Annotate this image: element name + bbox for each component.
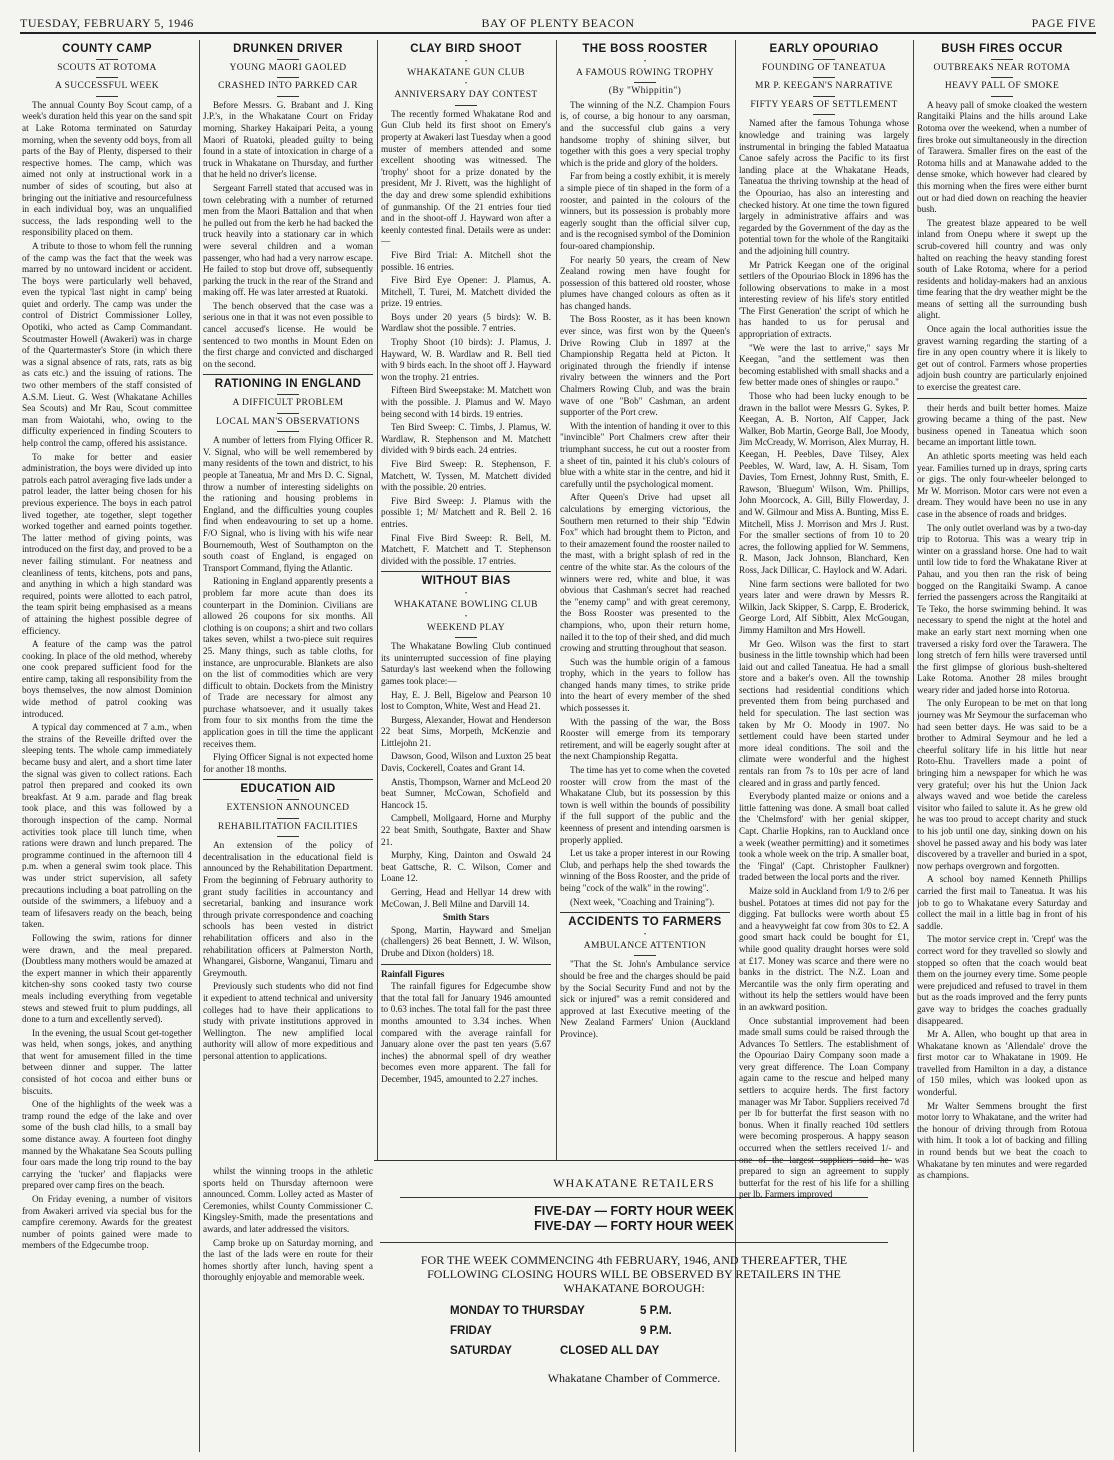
subheading: ANNIVERSARY DAY CONTEST bbox=[394, 90, 538, 101]
paragraph: Trophy Shoot (10 birds): J. Plamus, J. Hayward, W. B. Wardlaw and R. Bell tied with 9 birds each. In the shoot off J. Hayward won the trophy. 21 entries. bbox=[381, 337, 551, 382]
ad-footer: Whakatane Chamber of Commerce. bbox=[547, 1371, 721, 1385]
paragraph: An athletic sports meeting was held each year. Families turned up in drays, spring carts or gigs. The only four-wheeler belonged to Mr W. Morrison. Motor cars were not even a dream. They would have been no use in any case in the absence of roads and bridges. bbox=[917, 451, 1087, 519]
headline: WITHOUT BIAS bbox=[421, 575, 511, 588]
paragraph: Dawson, Good, Wilson and Luxton 25 beat Davis, Cockerell, Coates and Grant 14. bbox=[381, 751, 551, 774]
paragraph: Burgess, Alexander, Howat and Henderson 22 beat Sims, Morpeth, McKenzie and Littlejohn 21. bbox=[381, 714, 551, 748]
schedule-row bbox=[450, 1301, 888, 1321]
retailers-advertisement bbox=[380, 1168, 888, 1438]
issue-date: TUESDAY, FEBRUARY 5, 1946 bbox=[20, 16, 194, 30]
paragraph: Previously such students who did not find it expedient to attend technical and university colleges had to have their applications to study with private institutions approved in Wellington. The new amplified local authority will allow of more expeditious and personal attention to applications. bbox=[203, 981, 373, 1061]
paragraph: Rationing in England apparently presents a problem far more acute than does its counterpart in the Dominion. Civilians are allowed 26 coupons for six months. All clothing is on coupons; a shirt and two collars takes seven, whilst a two-piece suit requires 25. Many things, such as table cloths, for instance, are unprocurable. Blankets are also on the list of commodities which are very difficult to obtain. Dockets from the Ministry of Trade are necessary for almost any purchase whatsoever, and it usually takes from four to six months from the time the application goes in till the time the applicant receives them. bbox=[203, 576, 373, 749]
paragraph: One of the highlights of the week was a tramp round the edge of the lake and over some of the bush clad hills, to a small bay some distance away. A fourteen foot dinghy manned by the Whakatane Sea Scouts pulling four oars made the long trip round to the bay carrying the 'tucker' and flapjacks were prepared over camp fires on the beach. bbox=[22, 1099, 192, 1191]
paragraph: The greatest blaze appeared to be well inland from Onepu where it swept up the scrub-covered hill country and was only halted on reaching the heavy standing forest south of Lake Rotoma, where for a period residents and holiday-makers had an anxious time fearing that the dry weather might be the means of setting all the surrounding bush alight. bbox=[917, 217, 1087, 321]
paragraph: A number of letters from Flying Officer R. V. Signal, who will be well remembered by many residents of the town and district, to his people at Taneatua, Mr and Mrs D. C. Signal, throw a number of interesting sidelights on the rationing and housing problems in England, and the difficulties young couples find when endeavouring to set up a home. F/O Signal, who is living with his wife near Bournemouth, West of Southampton on the south coast of England, is engaged on Transport Command, flying the Atlantic. bbox=[203, 435, 373, 573]
article-county-camp bbox=[22, 42, 192, 1454]
paragraph: The rainfall figures for Edgecumbe show that the total fall for January 1946 amounted to 0.63 inches. The total fall for the past three months amounted to 3.34 inches. When compared with the average rainfall for January alone over the past ten years (5.67 inches) the abnormal spell of dry weather becomes even more apparent. The fall for December, 1945, amounted to 2.27 inches. bbox=[381, 981, 551, 1084]
paragraph: With the passing of the war, the Boss Rooster will emerge from its temporary retirement, and will be eagerly sought after at the next Championship Regatta. bbox=[560, 716, 730, 762]
section-rule bbox=[203, 779, 373, 780]
section-rule bbox=[381, 964, 551, 965]
ad-rule bbox=[400, 1197, 868, 1198]
paragraph: Spong, Martin, Hayward and Smeljan (challengers) 26 beat Bennett, J. W. Wilson, Drube and Dixon (holders) 18. bbox=[381, 924, 551, 958]
divider bbox=[455, 105, 477, 106]
article-bush-fires bbox=[917, 42, 1087, 1454]
paragraph: Murphy, King, Dainton and Oswald 24 beat Gattsche, R. C. Wilson, Comer and Loane 12. bbox=[381, 850, 551, 884]
paragraph: Flying Officer Signal is not expected home for another 18 months. bbox=[203, 752, 373, 774]
paragraph: Five Bird Sweep: R. Stephenson, F. Matchett, W. Tyssen, M. Matchett divided with the possible. 20 entries. bbox=[381, 459, 551, 493]
paragraph: Everybody planted maize or onions and a little fattening was done. A small boat called the 'Chelmsford' with her genial skipper, Capt. Charlie Hopkins, ran to Auckland once a week (weather permitting) and it sometimes took a whole week on the trip. A smaller boat, the 'Fingal' (Capt. Christopher Faulkner) traded between the local ports and the river. bbox=[739, 791, 909, 883]
paragraph: A tribute to those to whom fell the running of the camp was the fact that the week was marred by no untoward incident or accident. The boys were particularly well behaved, even the typical 'last night in camp' being quiet and orderly. The camp was under the control of District Commissioner Lolley, Opotiki, who acted as Camp Commandant. Scoutmaster Howell (Awakeri) was in charge of the Quartermaster's Store (in which there was a signal absence of rats, rats, rats as big as cats etc.) and the issuing of rations. The two other members of the staff consisted of A.S.M. Lieut. G. West (Whakatane Achilles Sea Scouts) and Mr Rau, Scout committee man from Waiotahi, who, owing to the difficulty experienced in finding Scouters to help control the camp, offered his assistance. bbox=[22, 240, 192, 448]
subheading: WHAKATANE GUN CLUB bbox=[407, 67, 525, 78]
column-rule bbox=[199, 40, 200, 1452]
paragraph: The only outlet overland was by a two-day trip to Rotorua. This was a weary trip in winter on a grassland horse. One had to wait until low tide to ford the Whakatane River at Pahau, and you then ran the risk of being bogged on the Rangitaiki Swamp. A canoe ferried the passengers across the Rangitaiki at Te Teko, the horse swimming behind. It was necessary to spend the night at the hotel and make an early start next morning when one traversed a risky ford over the Tarawera. The long stretch of fern hills were traversed until the first glimpse of glorious bush-sheltered Lake Rotoma. Another 28 miles brought weary rider and jaded horse into Rotorua. bbox=[917, 522, 1087, 695]
subheading: AMBULANCE ATTENTION bbox=[583, 940, 707, 951]
subheading: FOUNDING OF TANEATUA bbox=[761, 62, 887, 73]
section-heading: Smith Stars bbox=[442, 912, 490, 923]
divider: • bbox=[464, 58, 468, 65]
page-number: PAGE FIVE bbox=[1031, 16, 1096, 30]
schedule-row bbox=[450, 1321, 888, 1341]
ad-body: FOR THE WEEK COMMENCING 4th FEBRUARY, 1946, AND THEREAFTER, THE FOLLOWING CLOSING HOURS WILL BE OBSERVED BY RETAILERS IN THE WHAKATANE BOROUGH: bbox=[420, 1253, 848, 1295]
column-rule bbox=[377, 40, 378, 1160]
paragraph: their herds and built better homes. Maize growing became a thing of the past. New business opened in Taneatua which soon became an important little town. bbox=[917, 402, 1087, 448]
paragraph: Camp broke up on Saturday morning, and the last of the lads were en route for their homes shortly after lunch, having spent a thoroughly enjoyable and memorable week. bbox=[203, 1237, 373, 1283]
headline: THE BOSS ROOSTER bbox=[582, 43, 708, 55]
paragraph: Mr Geo. Wilson was the first to start business in the little township which had been laid out and called Taneatua. He had a small store and a baker's oven. All the township sections had residential conditions which prevented them from being purchased and held for speculation. The last section was taken by Mr O. Moody in 1907. No settlement could have been started under more ideal conditions. The soil and the climate were wonderful and the highest rentals ran from 7s to 10s per acre of land cleared and in grass and partly fenced. bbox=[739, 638, 909, 788]
divider bbox=[277, 836, 299, 837]
paragraph: "We were the last to arrive," says Mr Keegan, "and the settlement was then becoming established with small shacks and a few better made ones of shingles or raupo." bbox=[739, 342, 909, 388]
paragraph: Sergeant Farrell stated that accused was in town celebrating with a number of returned men from the Maori Battalion and that when he pulled out from the kerb he had backed the truck heavily into a stationary car in which were several children and a woman passenger, who had had a very narrow escape. He failed to stop but drove off, subsequently parking the truck in the rear of the Strand and making off. He was later arrested at Ruatoki. bbox=[203, 182, 373, 298]
divider bbox=[96, 59, 118, 60]
paragraph: The Boss Rooster, as it has been known ever since, was first won by the Queen's Drive Rowing Club in 1897 at the Championship Regatta held at Picton. It originated through the friendly if intense rivalry between the winners and the Port Chalmers Rowing Club, and was the brain wave of one "Bob" Cashman, an ardent supporter of the Port crew. bbox=[560, 314, 730, 418]
article-drunken-driver bbox=[203, 42, 373, 1162]
divider: • bbox=[464, 590, 468, 597]
masthead bbox=[20, 14, 1096, 34]
subheading: WHAKATANE BOWLING CLUB bbox=[394, 599, 538, 610]
paragraph: The time has yet to come when the coveted rooster will crow from the mast of the Whakatane Club, but its possession by this town is well within the bounds of possibility if the full support of the public and the keenness of present and intending oarsmen is properly applied. bbox=[560, 765, 730, 845]
paragraph: Mr Patrick Keegan one of the original settlers of the Opouriao Block in 1896 has the following observations to make in a most interesting review of his life's story entitled 'The First Generation' the script of which he has handed to us for perusal and appropriation of extracts. bbox=[739, 259, 909, 340]
column-rule bbox=[913, 40, 914, 1452]
divider bbox=[634, 955, 656, 956]
paragraph: An extension of the policy of decentralisation in the educational field is announced by the Rehabilitation Department. From the beginning of February authority to grant study facilities in accountancy and secretarial, banking and insurance work through private correspondence and coaching schools has been vested in district rehabilitation officers and also in the rehabilitation officers at Palmerston North, Whangarei, Gisborne, Wanganui, Timaru and Greymouth. bbox=[203, 840, 373, 978]
paragraph: "That the St. John's Ambulance service should be free and the charges should be paid by the Social Security Fund and not by the sick or injured" was a remit considered and approved at last Executive meeting of the New Zealand Farmers' Union (Auckland Province). bbox=[560, 959, 730, 1039]
divider bbox=[277, 431, 299, 432]
paragraph: (Next week, "Coaching and Training"). bbox=[570, 896, 715, 907]
divider bbox=[96, 96, 118, 97]
paragraph: The annual County Boy Scout camp, of a week's duration held this year on the sand spit at Lake Rotoma terminated on Saturday morning, when the seventy odd boys, from all parts of the Bay of Plenty, dispersed to their respective homes. The camp, which was aimed not only at instructional work in a number of sides of scouting, but also at bringing out the initiative and resourcefulness in each individual boy, was an unqualified success, the lads responding well to the responsibility placed on them. bbox=[22, 99, 192, 238]
schedule-day: SATURDAY bbox=[450, 1345, 512, 1357]
paragraph: A school boy named Kenneth Phillips carried the first mail to Taneatua. It was his job to go to Whakatane every Saturday and collect the mail in a little bag in front of his saddle. bbox=[917, 874, 1087, 931]
closing-hours-table bbox=[450, 1301, 888, 1361]
paragraph: Once substantial improvement had been made small sums could be raised through the Advances To Settlers. The establishment of the Opouriao Dairy Company soon made a very great difference. The Loan Company again came to the rescue and helped many settlers to acquire herds. The first factory manager was Mr Tabor. Suppliers received 7d per lb for butterfat the first season with no bonus. When it finally reached 10d settlers were becoming prosperous. A happy season occurred when the settlers received 1/- and one of the largest suppliers said he was prepared to sign an agreement to supply butterfat for the rest of his life for a shilling per lb. Farmers improved bbox=[739, 1015, 909, 1200]
divider bbox=[277, 96, 299, 97]
subheading: EXTENSION ANNOUNCED bbox=[226, 803, 350, 814]
subheading: A DIFFICULT PROBLEM bbox=[232, 398, 344, 409]
headline: RATIONING IN ENGLAND bbox=[214, 378, 362, 391]
paragraph: Those who had been lucky enough to be drawn in the ballot were Messrs G. Sykes, P. Keegan, A. B. Norton, Alf Capper, Jack Walker, Bob Martin, George Ball, Joe Moody, Jim McCready, W. Morrison, Alex Murray, H. Keegan, H. Peebles, Dave Tilsey, Alex Peebles, W. Ward, law, A. H. Sisam, Tom Davies, Tom Ernest, Johnny Rust, Smith, E. Rawson, 'Bluegum' Wilson, Wm. Phillips, John Moorcock, A. Gill, Billy Flowerday, J. and W. Gilmour and Miss A. Bunting, Miss E. Mitchell, Miss J. Morrison and Mrs J. Rust. For the smaller sections of from 10 to 20 acres, the following applied for W. Semmens, R. Mason, Jack Johnson, Blanchard, Ken Ross, Jack Dillicar, C. Haylock and W. Adari. bbox=[739, 391, 909, 575]
paragraph: The only European to be met on that long journey was Mr Seymour the surfaceman who had seen better days. He was said to be a brother to Admiral Seymour and he led a cheerful solitary life in his little hut near Roto-Ehu. Travellers made a point of bringing him a newspaper for which he was very grateful; over his hut the Union Jack always waved and woe betide the careless visitor who failed to salute it. As he grew old he was too proud to accept charity and stuck to his job until one day, sinking down on his shovel he passed away and his body was later discovered by a traveller and buried in a spot, now perhaps overgrown and forgotten. bbox=[917, 698, 1087, 871]
divider: • bbox=[464, 81, 468, 88]
divider bbox=[813, 114, 835, 115]
paragraph: Following the swim, rations for dinner were drawn, and the meal prepared. (Doubtless many mothers would be amazed at the expert manner in which their apparently kitchen-shy sons cooked tasty two course meals including everything from vegetable stews and stewed fruit to plum puddings, all done to a turn and excellently served). bbox=[22, 932, 192, 1025]
paragraph: In the evening, the usual Scout get-together was held, when songs, jokes, and anything that went for amusement filled in the time between dinner and supper. The latter consisted of hot cocoa and either buns or biscuits. bbox=[22, 1027, 192, 1096]
divider bbox=[991, 59, 1013, 60]
divider bbox=[277, 394, 299, 395]
county-camp-continued bbox=[203, 1166, 373, 1452]
paragraph: After Queen's Drive had upset all calculations by emerging victorious, the Southern men returned to their ship "Edwin Fox" which had brought them to Picton, and to their amazement found the rooster nailed to the mast, with a bright splash of red in the centre of the white star. As the colours of the winners were red, white and blue, it was obvious that Cashman's secret had reached the "enemy camp" and with great ceremony, the Boss Rooster was presented to the champions, who, upon their return home, nailed it to the top of their shed, and did much crowing and strutting throughout that season. bbox=[560, 492, 730, 654]
divider bbox=[991, 77, 1013, 78]
paragraph: Far from being a costly exhibit, it is merely a simple piece of tin shaped in the form of a rooster, and painted in the colours of the winners, but its possession is probably more eagerly sought than the official silver cup, and is the recognised symbol of the Dominion four-oared championship. bbox=[560, 171, 730, 251]
paragraph: To make for better and easier administration, the boys were divided up into patrols each patrol averaging five lads under a patrol leader, the latter being chosen for his previous experience. The boys in each patrol lived together, ate together, slept together worked together and earned points together. The latter method of giving points, was introduced on the first day, and proved to be a never failing stimulant. For neatness and cleanliness of tents, kitchens, pots and pans, and anything in which a high standard was required, points were allotted to each patrol, the team spirit being emphasised as a means of attaining the highest possible degree of efficiency. bbox=[22, 451, 192, 636]
headline: DRUNKEN DRIVER bbox=[233, 43, 343, 55]
paragraph: Before Messrs. G. Brabant and J. King J.P.'s, in the Whakatane Court on Friday morning, Sharkey Hakaipari Peita, a young Maori of Ruatoki, pleaded guilty to being found in a state of intoxication in charge of a truck in Whakatane on Thursday, and further that he held no driver's license. bbox=[203, 99, 373, 180]
paragraph: Named after the famous Tohunga whose knowledge and training was largely instrumental in bringing the fabled Mataatua Canoe safely across the Pacific to its first landing place at the Whakatane Heads, Taneatua the thriving township at the head of the Opouriao, has also an interesting and checked history. At one time the town figured largely in administrative affairs and was regarded by the Government of the day as the potential town for the whole of the Rangitaiki and the adjoining hill country. bbox=[739, 118, 909, 256]
paragraph: Once again the local authorities issue the gravest warning regarding the starting of a fire in any open country where it is likely to get out of control. Farmers whose properties adjoin bush country are particularly enjoined to exercise the greatest care. bbox=[917, 324, 1087, 393]
headline: ACCIDENTS TO FARMERS bbox=[568, 916, 722, 929]
paragraph: With the intention of handing it over to this "invincible" Port Chalmers crew after their triumphant success, he cut out a rooster from a sheet of tin, painted it his club's colours of blue with a white star in the centre, and hid it carefully until the psychological moment. bbox=[560, 420, 730, 489]
divider: • bbox=[464, 613, 468, 620]
subheading: LOCAL MAN'S OBSERVATIONS bbox=[215, 416, 361, 427]
paragraph: Boys under 20 years (5 birds): W. B. Wardlaw shot the possible. 7 entries. bbox=[381, 311, 551, 334]
subheading: CRASHED INTO PARKED CAR bbox=[218, 81, 358, 92]
headline: CLAY BIRD SHOOT bbox=[410, 43, 522, 55]
paragraph: Maize sold in Auckland from 1/9 to 2/6 per bushel. Potatoes at times did not pay for the digging. Fat bullocks were worth about £5 and a heavyweight fat cow from 30s to £2. A good smart hack could be bought for £1, while good quality draught horses were sold at £17. Money was scarce and there were no banks in the district. The N.Z. Loan and Mercantile was the only firm operating and without its help the settlers would have been in an awkward position. bbox=[739, 885, 909, 1012]
paragraph: Final Five Bird Sweep: R. Bell, M. Matchett, F. Matchett and T. Stephenson divided with the possible. 17 entries. bbox=[381, 532, 551, 566]
section-rule bbox=[560, 912, 730, 913]
schedule-day: FRIDAY bbox=[450, 1325, 492, 1337]
subheading: WEEKEND PLAY bbox=[426, 622, 506, 633]
divider bbox=[455, 637, 477, 638]
divider bbox=[277, 77, 299, 78]
subheading: YOUNG MAORI GAOLED bbox=[229, 62, 347, 73]
paragraph: Five Bird Trial: A. Mitchell shot the possible. 16 entries. bbox=[381, 249, 551, 272]
section-heading: Rainfall Figures bbox=[381, 968, 445, 979]
headline: COUNTY CAMP bbox=[62, 43, 152, 55]
paragraph: The motor service crept in. 'Crept' was the correct word for they travelled so slowly and stopped so often that the coach would beat them on the journey every time. Some people were prejudiced and refused to travel in them but as the roads improved and the ferry punts gave way to bridges the coaches gradually disappeared. bbox=[917, 934, 1087, 1026]
section-rule bbox=[203, 374, 373, 375]
paragraph: The bench observed that the case was a serious one in that it was not even possible to cancel accused's license. He would be sentenced to two months in Mount Eden on the first charge and convicted and discharged on the second. bbox=[203, 300, 373, 369]
paragraph: Such was the humble origin of a famous trophy, which in the years to follow has changed hands many times, to strike pride into the heart of every member of the shed which possesses it. bbox=[560, 656, 730, 714]
section-rule bbox=[917, 398, 1087, 399]
divider bbox=[277, 818, 299, 819]
paragraph: Campbell, Mollgaard, Horne and Murphy 22 beat Smith, Southgate, Baxter and Shaw 21. bbox=[381, 813, 551, 847]
paragraph: A typical day commenced at 7 a.m., when the strains of the Reveille drifted over the sleeping tents. The whole camp immediately became busy and alert, and a short time later the signal was given to collect rations. Each patrol then prepared and cooked its own breakfast. At 9 a.m. parade and flag break took place, and this was followed by a thorough inspection of the camp. Normal activities took place till lunch time, when rations were drawn and lunch prepared. The programme continued in the afternoon till 4 p.m. when a general swim took place. This was under strict supervision, all safety precautions including a boat patrolling on the outside of the swimmers, a lifebuoy and a team of lifesavers ready on the beach, being taken. bbox=[22, 722, 192, 930]
paragraph: Let us take a proper interest in our Rowing Club, and perhaps help the shed towards the winning of the Boss Rooster, and the pride of being "cock of the walk" in the rowing". bbox=[560, 848, 730, 893]
ad-headline: FIVE-DAY — FORTY HOUR WEEK bbox=[534, 1204, 734, 1218]
ad-title: WHAKATANE RETAILERS bbox=[553, 1176, 715, 1190]
divider bbox=[634, 82, 656, 83]
ad-headline: FIVE-DAY — FORTY HOUR WEEK bbox=[534, 1219, 734, 1233]
paragraph: Nine farm sections were balloted for two years later and were drawn by Messrs R. Wilkin, Jack Skipper, S. Carpp, E. Broderick, George Lord, Alf Sibbitt, Alex McGougan, Jimmy Hamilton and Mrs Howell. bbox=[739, 578, 909, 635]
subheading: MR P. KEEGAN'S NARRATIVE bbox=[755, 81, 893, 92]
paragraph: Mr A. Allen, who bought up that area in Whakatane known as 'Allendale' drove the first motor car to Whakatane in 1909. He travelled from Hamilton in a day, a distance of 150 miles, which was looked upon as wonderful. bbox=[917, 1029, 1087, 1098]
paragraph: The recently formed Whakatane Rod and Gun Club held its first shoot on Emery's property at Awakeri last Tuesday when a good muster of members attended and some excellent shooting was witnessed. The 'trophy' shoot for a prize donated by the president, Mr J. Rivett, was the highlight of the day and drew some splendid exhibitions of gunmanship. Of the 21 entries four tied and in the shoot-off J. Hayward won after a keenly contested final. Details were as under:— bbox=[381, 108, 551, 247]
subheading: HEAVY PALL OF SMOKE bbox=[944, 81, 1060, 92]
headline: BUSH FIRES OCCUR bbox=[941, 43, 1063, 55]
paragraph: Five Bird Eye Opener: J. Plamus, A. Mitchell, T. Turei, M. Matchett divided the prize. 19 entries. bbox=[381, 275, 551, 309]
divider: • bbox=[643, 931, 647, 938]
schedule-time: 5 P.M. bbox=[640, 1305, 672, 1317]
article-clay-bird-shoot bbox=[381, 42, 551, 1162]
paragraph: Five Bird Sweep: J. Plamus with the possible 1; M/ Matchett and R. Bell 2. 16 entries. bbox=[381, 495, 551, 529]
divider: • bbox=[643, 58, 647, 65]
subheading: A FAMOUS ROWING TROPHY bbox=[575, 67, 715, 78]
subheading: SCOUTS AT ROTOMA bbox=[57, 62, 157, 73]
column-rule bbox=[556, 40, 557, 1160]
article-boss-rooster bbox=[560, 42, 730, 1162]
paragraph: Ten Bird Sweep: C. Timbs, J. Plamus, W. Wardlaw, R. Stephenson and M. Matchett divided with 9 birds each. 24 entries. bbox=[381, 422, 551, 456]
schedule-row bbox=[450, 1341, 888, 1361]
paragraph: A feature of the camp was the patrol cooking. In place of the old method, whereby one cook prepared sufficient food for the entire camp, taking all responsibility from the boys themselves, the now almost Dominion wide method of patrol cooking was introduced. bbox=[22, 639, 192, 719]
paragraph: Gerring, Head and Hellyar 14 drew with McCowan, J. Bell Milne and Darvill 14. bbox=[381, 887, 551, 909]
schedule-time: 9 P.M. bbox=[640, 1325, 672, 1337]
paragraph: Anstis, Thompson, Warner and McLeod 20 beat Sumner, McCowan, Schofield and Hancock 15. bbox=[381, 776, 551, 810]
subheading: REHABILITATION FACILITIES bbox=[217, 821, 359, 832]
paragraph: The Whakatane Bowling Club continued its uninterrupted succession of fine playing Saturday's last weekend when the following games took place:— bbox=[381, 641, 551, 686]
paragraph: Hay, E. J. Bell, Bigelow and Pearson 10 lost to Compton, White, West and Head 21. bbox=[381, 689, 551, 712]
paragraph: Mr Walter Semmens brought the first motor lorry to Whakatane, and the writer had the honour of driving through from Rotoua with him. It took a lot of backing and filling in round bends but we beat the coach to Whakatane by ten minutes and were regarded as champions. bbox=[917, 1100, 1087, 1181]
divider bbox=[813, 59, 835, 60]
divider bbox=[813, 77, 835, 78]
divider bbox=[991, 96, 1013, 97]
subheading: A SUCCESSFUL WEEK bbox=[55, 81, 159, 92]
headline: EDUCATION AID bbox=[240, 783, 336, 796]
paragraph: The winning of the N.Z. Champion Fours is, of course, a big honour to any oarsman, and the successful club gains a very handsome trophy of shining silver, but together with this goes a very special trophy which is the pride and glory of the holders. bbox=[560, 99, 730, 168]
schedule-time: CLOSED ALL DAY bbox=[560, 1345, 660, 1357]
subheading: OUTBREAKS NEAR ROTOMA bbox=[933, 62, 1071, 73]
byline: (By "Whippitin") bbox=[608, 86, 682, 97]
ad-rule bbox=[380, 1242, 888, 1243]
paper-title: BAY OF PLENTY BEACON bbox=[481, 16, 635, 30]
schedule-day: MONDAY TO THURSDAY bbox=[450, 1305, 585, 1317]
paragraph: For nearly 50 years, the cream of New Zealand rowing men have fought for possession of this battered old rooster, whose plumes have changed colours as often as it has changed hands. bbox=[560, 254, 730, 311]
divider bbox=[277, 59, 299, 60]
subheading: FIFTY YEARS OF SETTLEMENT bbox=[750, 99, 898, 110]
section-rule bbox=[381, 571, 551, 572]
paragraph: On Friday evening, a number of visitors from Awakeri arrived via special bus for the campfire ceremony. Awards for the greatest number of points gained were made to members of the Edgecumbe troop. bbox=[22, 1194, 192, 1251]
paragraph: Fifteen Bird Sweepstake: M. Matchett won with the possible. J. Plamus and W. Mayo being second with 14 birds. 19 entries. bbox=[381, 385, 551, 419]
divider bbox=[813, 96, 835, 97]
divider bbox=[277, 799, 299, 800]
divider bbox=[277, 413, 299, 414]
divider bbox=[96, 77, 118, 78]
paragraph: whilst the winning troops in the athletic sports held on Thursday afternoon were announced. Comm. Lolley acted as Master of Ceremonies, whilst County Commissioner C. Kingsley-Smith, made the presentations and awards, and later addressed the visitors. bbox=[203, 1166, 373, 1234]
headline: EARLY OPOURIAO bbox=[769, 43, 879, 55]
paragraph: A heavy pall of smoke cloaked the western Rangitaiki Plains and the hills around Lake Rotoma over the weekend, when a number of fires broke out simultaneously in the direction of Tarawera. Smaller fires on the east of the Rotoma hills and at Manawahe added to the dense smoke, which however had cleared by this morning when the fires were either burnt out or had died down on reaching the heavier bush. bbox=[917, 99, 1087, 215]
